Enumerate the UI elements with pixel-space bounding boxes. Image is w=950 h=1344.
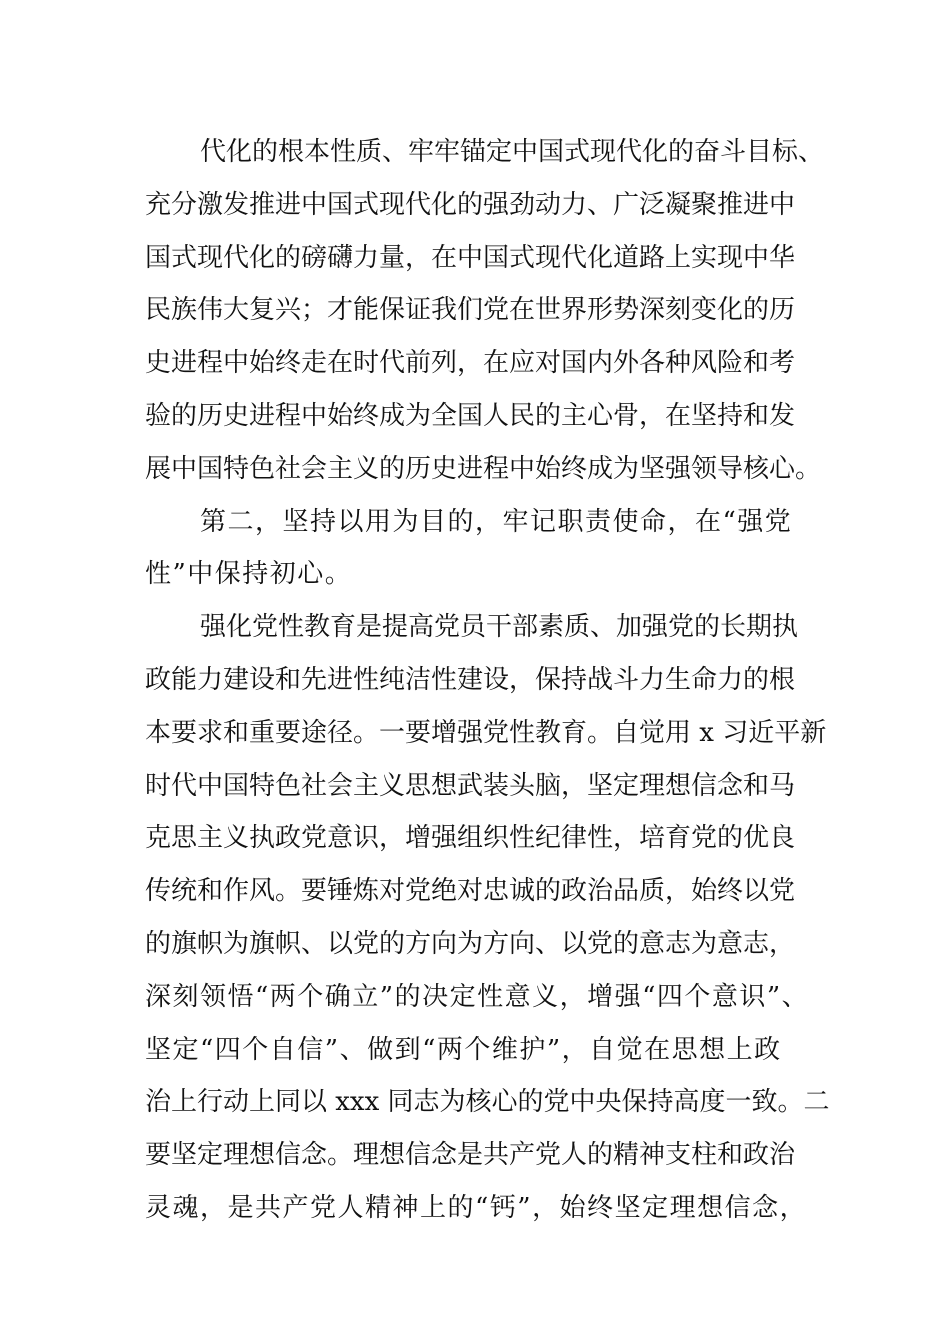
text-line: 充分激发推进中国式现代化的强劲动力、广泛凝聚推进中 xyxy=(145,189,796,220)
text-line: 坚定“四个自信”、做到“两个维护”，自觉在思想上政 xyxy=(145,1034,782,1065)
text-line: 政能力建设和先进性纯洁性建设，保持战斗力生命力的根 xyxy=(145,664,796,695)
text-line: 灵魂，是共产党人精神上的“钙”，始终坚定理想信念， xyxy=(145,1192,808,1223)
text-line: 克思主义执政党意识，增强组织性纪律性，培育党的优良 xyxy=(145,823,796,854)
section-heading-line: 性”中保持初心。 xyxy=(145,559,353,590)
text-line: 时代中国特色社会主义思想武装头脑，坚定理想信念和马 xyxy=(145,770,796,801)
text-line: 治上行动上同以 xxx 同志为核心的党中央保持高度一致。二 xyxy=(145,1087,830,1118)
text-line: 传统和作风。要锤炼对党绝对忠诚的政治品质，始终以党 xyxy=(145,876,796,907)
document-body xyxy=(145,126,830,1235)
text-line: 强化党性教育是提高党员干部素质、加强党的长期执 xyxy=(200,612,799,643)
text-line: 深刻领悟“两个确立”的决定性意义，增强“四个意识”、 xyxy=(145,981,810,1012)
text-line: 展中国特色社会主义的历史进程中始终成为坚强领导核心。 xyxy=(145,453,822,484)
text-line: 史进程中始终走在时代前列，在应对国内外各种风险和考 xyxy=(145,348,796,379)
text-line: 民族伟大复兴；才能保证我们党在世界形势深刻变化的历 xyxy=(145,295,796,326)
section-heading-line: 第二，坚持以用为目的，牢记职责使命，在“强党 xyxy=(200,506,793,537)
text-line: 本要求和重要途径。一要增强党性教育。自觉用 x 习近平新 xyxy=(145,717,827,748)
text-line: 代化的根本性质、牢牢锚定中国式现代化的奋斗目标、 xyxy=(200,137,825,167)
text-line: 的旗帜为旗帜、以党的方向为方向、以党的意志为意志， xyxy=(145,928,796,959)
text-line: 验的历史进程中始终成为全国人民的主心骨，在坚持和发 xyxy=(145,400,796,431)
text-line: 要坚定理想信念。理想信念是共产党人的精神支柱和政治 xyxy=(145,1140,796,1171)
text-line: 国式现代化的磅礴力量，在中国式现代化道路上实现中华 xyxy=(145,242,796,273)
